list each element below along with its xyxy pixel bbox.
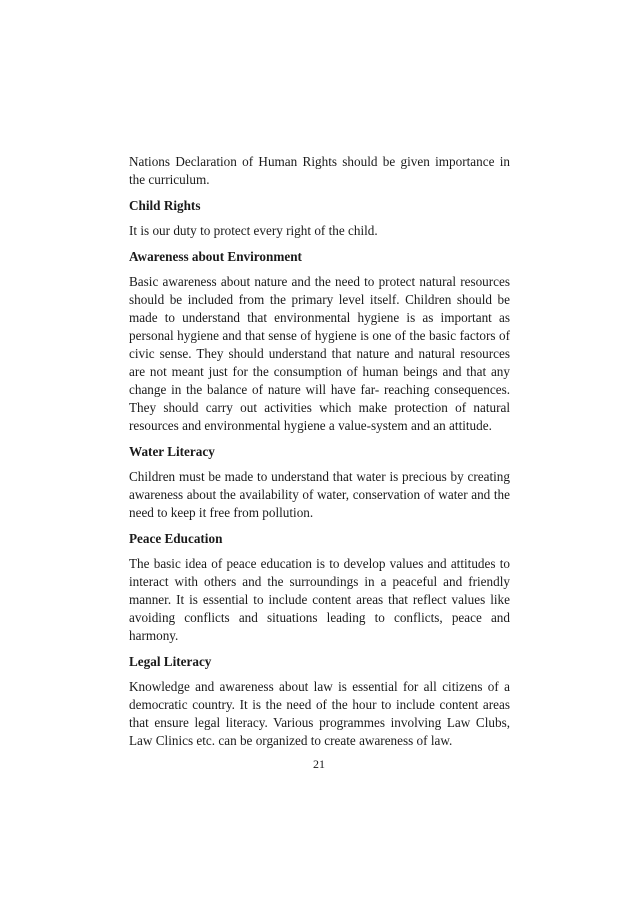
heading-environment-awareness: Awareness about Environment — [129, 249, 302, 264]
paragraph-legal-literacy: Knowledge and awareness about law is essential for all citizens of a democratic country. It is the need of the hour to include content areas that ensure legal literacy. Various programmes involving Law Clubs, Law Clinics etc. can be organized to create awareness of law. — [129, 679, 510, 748]
page-number: 21 — [313, 757, 325, 771]
paragraph-peace-education: The basic idea of peace education is to develop values and attitudes to interact with others and the surroundings in a peaceful and friendly manner. It is essential to include content areas that reflect values like avoiding conflicts and situations leading to conflicts, peace and harmony. — [129, 556, 510, 643]
document-body — [129, 153, 510, 758]
heading-legal-literacy: Legal Literacy — [129, 654, 212, 669]
paragraph-child-rights: It is our duty to protect every right of the child. — [129, 223, 378, 238]
heading-child-rights: Child Rights — [129, 198, 201, 213]
intro-paragraph: Nations Declaration of Human Rights should be given importance in the curriculum. — [129, 154, 510, 187]
paragraph-environment-awareness: Basic awareness about nature and the need to protect natural resources should be included from the primary level itself. Children should be made to understand that environmental hygiene is as important as personal hygiene and that sense of hygiene is one of the basic factors of civic sense. They should understand that nature and natural resources are not meant just for the consumption of human beings and that any change in the balance of nature will have far- reaching consequences. They should carry out activities which make protection of natural resources and environmental hygiene a value-system and an attitude. — [129, 274, 510, 433]
heading-peace-education: Peace Education — [129, 531, 223, 546]
paragraph-water-literacy: Children must be made to understand that water is precious by creating awareness about the availability of water, conservation of water and the need to keep it free from pollution. — [129, 469, 510, 520]
heading-water-literacy: Water Literacy — [129, 444, 215, 459]
